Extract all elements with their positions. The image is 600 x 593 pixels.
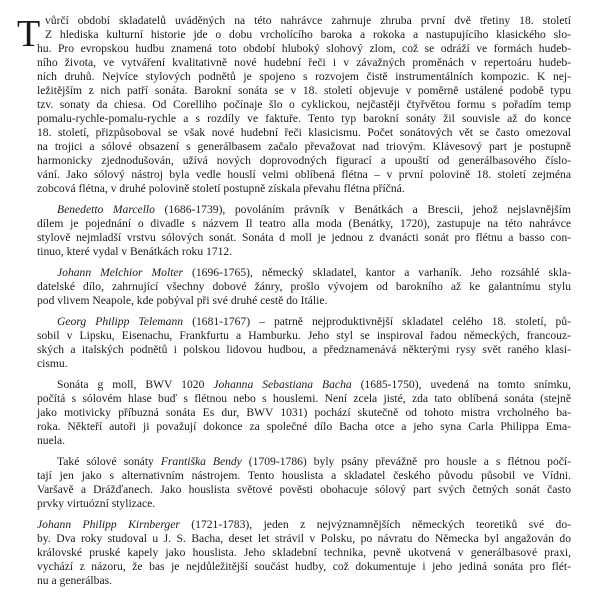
text-line: Varšavě a Drážďanech. Jako houslista světové pověsti obohacuje sólový part svých četných sonát často: [37, 483, 571, 496]
text-line: nuela.: [37, 434, 66, 447]
text-line: hu. Pro evropskou hudbu znamená toto období hluboký slohový zlom, což se odráží ve formách hudeb-: [37, 42, 571, 55]
text-line: královské pruské kapely jako houslista. Jeho skladební technika, pevně ukotvená v generálbasové praxi,: [37, 546, 571, 559]
text-line: zobcová flétna, v druhé polovině století postupně získala převahu flétna příčná.: [37, 182, 405, 195]
text-line: Sonáta g moll, BWV 1020 Johanna Sebastiana Bacha (1685-1750), uvedená na tomto snímku,: [57, 378, 571, 391]
text-line: jako motivicky příbuzná sonáta Es dur, BWV 1031) pochází skutečně od tohoto mistra vrcholného ba-: [37, 406, 571, 419]
text-line: tinuo, které vydal v Benátkách roku 1712.: [37, 245, 233, 258]
text-line: tzv. sonaty da chiesa. Od Corelliho počínaje šlo o cyklickou, nejčastěji čtyřvětou formu s pořadím temp: [37, 98, 571, 111]
text-line: Johann Philipp Kirnberger (1721-1783), jeden z nejvýznamnějších německých teoretiků své do-: [37, 518, 572, 531]
text-line: ních druhů. Nejvíce stylových podnětů je spojeno s rozvojem čistě instrumentálních kompozic. K nej-: [37, 70, 571, 83]
text-line: sobil v Lipsku, Eisenachu, Frankfurtu a Hamburku. Jeho styl se inspiroval řadou německých, francouz-: [37, 329, 571, 342]
text-line: stylově nejmladší vrstvu sólových sonát. Sonáta d moll je jednou z dvanácti sonát pro flétnu a basso con-: [37, 231, 571, 244]
text-line: pomalu-rychle-pomalu-rychle a s rozdíly ve faktuře. Tento typ barokní sonáty žil souvisle až do konce: [37, 112, 571, 125]
text-line: harmonicky zjednodušován, užívá nových doprovodných figurací a upouští od generálbasového číslo-: [37, 154, 571, 167]
text-line: vání. Jako sólový nástroj byla vedle houslí velmi oblíbená flétna – v první polovině 18. století zejména: [37, 168, 571, 181]
text-line: nu a generálbas.: [37, 574, 113, 587]
text-line: Georg Philipp Telemann (1681-1767) – patrně nejproduktivnější skladatel celého 18. století, pů-: [57, 315, 571, 328]
drop-cap: T: [17, 13, 41, 55]
text-line: pod vlivem Neapole, kde pobýval při své druhé cestě do Itálie.: [37, 294, 328, 307]
text-line: Johann Melchior Molter (1696-1765), německý skladatel, kantor a varhaník. Jeho rozsáhlé skla-: [57, 266, 572, 279]
text-line: Z hlediska kulturní historie jde o dobu vrcholícího baroka a rokoka a nastupujícího klasického slo-: [45, 28, 571, 41]
text-line: Také sólové sonáty Františka Bendy (1709-1786) byly psány převážně pro housle a s flétnou počí-: [57, 455, 572, 468]
text-line: by. Dva roky studoval u J. S. Bacha, deset let strávil v Polsku, po návratu do Německa byl angažován do: [37, 532, 571, 545]
text-line: roka. Někteří autoři ji považují dokonce za společné dílo Bacha otce a jeho syna Carla Philippa Ema-: [37, 420, 571, 433]
text-line: ležitějším z nich patří sonáta. Barokní sonáta se v 18. století objevuje v poměrně ustálené podobě typu: [37, 84, 571, 97]
text-line: na trojici a sólové obsazení s generálbasem začalo převažovat nad triovým. Klávesový part je postupně: [37, 140, 571, 153]
text-line: ního života, ve vytváření kvalitativně nové hudební řeči i v závažných proměnách v repertoáru hudeb-: [37, 56, 571, 69]
text-line: datelské dílo, zahrnující všechny dobové žánry, prošlo vývojem od barokního až ke galantnímu stylu: [37, 280, 571, 293]
text-line: prvky virtuózní stylizace.: [37, 497, 156, 510]
text-line: Benedetto Marcello (1686-1739), povoláním právník v Benátkách a Brescii, jehož nejslavnějším: [57, 203, 571, 216]
text-line: tají jen jako s alternativním nástrojem. Tento houslista a skladatel českého původu působil ve Vídni.: [37, 469, 571, 482]
text-line: počítá s sólovém hlase buď s flétnou nebo s houslemi. Není zcela jisté, zda tato oblíbená sonáta (stejně: [37, 392, 571, 405]
text-line: 18. století, přizpůsoboval se však nové hudební řeči klasicismu. Počet sonátových vět se často omezoval: [37, 126, 571, 139]
text-line: ských a italských podnětů i polskou lidovou hudbou, a předznamenává některými rysy svět raného klasi-: [37, 343, 571, 356]
text-line: vůrčí období skladatelů uváděných na této nahrávce zahrnuje zhruba první dvě třetiny 18. století: [45, 14, 571, 27]
text-line: cismu.: [37, 357, 68, 370]
text-line: vychází z názoru, že bas je nejdůležitější součást hudby, což dokumentuje i jeho jediná sonáta pro flét-: [37, 560, 571, 573]
text-line: dílem je pojednání o divadle s názvem Il teatro alla moda (Benátky, 1720), zastupuje na této nahrávce: [37, 217, 571, 230]
